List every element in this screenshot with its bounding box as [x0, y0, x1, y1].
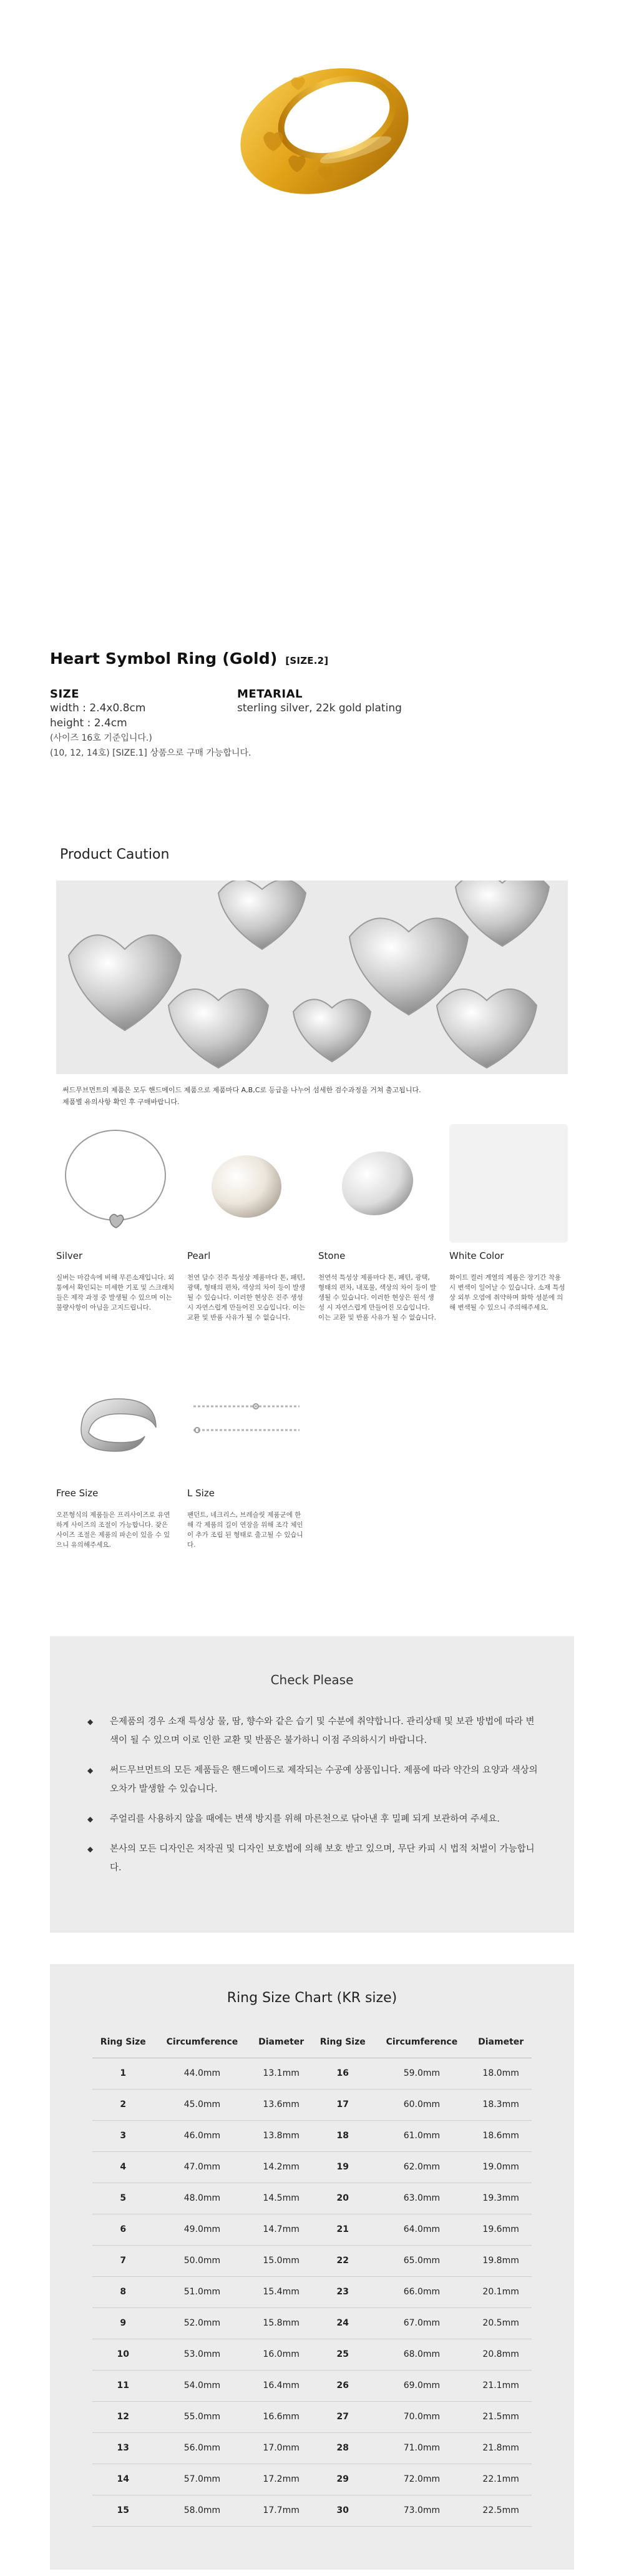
header-diameter: Diameter [250, 2026, 312, 2058]
material-l-size [187, 1361, 306, 1550]
ring-size-cell: 7 [92, 2245, 154, 2276]
size-option-note: (10, 12, 14호) [SIZE.1] 상품으로 구매 가능합니다. [50, 748, 251, 758]
check-please-section [50, 1636, 574, 1933]
ring-size-cell: 2 [92, 2089, 154, 2120]
material-name: Stone [318, 1250, 346, 1261]
necklace-icon [56, 1124, 175, 1243]
table-row [92, 2214, 532, 2245]
diameter-cell: 22.1mm [470, 2464, 532, 2495]
ring-size-cell: 3 [92, 2120, 154, 2151]
circumference-cell: 55.0mm [154, 2401, 251, 2432]
header-circumference: Circumference [374, 2026, 470, 2058]
ring-size-cell: 11 [92, 2370, 154, 2401]
diameter-cell: 18.0mm [470, 2058, 532, 2089]
size-table-header [92, 2026, 532, 2058]
size-tag: [SIZE.2] [285, 655, 329, 666]
table-row [92, 2151, 532, 2183]
material-text: 천연석 특성상 제품마다 톤, 패턴, 광택, 형태의 편차, 내포물, 색상의 차이 등이 발생될 수 있습니다. 이러한 현상은 원석 생성 시 자연스럽게 만들어진 모습입니다. 이는 교환 및 반품 사유가 될 수 없습니다. [318, 1274, 436, 1321]
ring-size-cell: 22 [312, 2245, 374, 2276]
material-name: L Size [187, 1488, 215, 1499]
material-text: 팬던트, 네크리스, 브레슬릿 제품군에 한해 각 제품의 길이 연장을 위해 조각 체인이 추가 조립 된 형태로 출고될 수 있습니다. [187, 1511, 303, 1549]
ring-size-cell: 21 [312, 2214, 374, 2245]
circumference-cell: 53.0mm [154, 2339, 251, 2370]
table-row [92, 2307, 532, 2339]
circumference-cell: 57.0mm [154, 2464, 251, 2495]
pearl-icon [187, 1124, 306, 1243]
diameter-cell: 17.7mm [250, 2495, 312, 2526]
header-ring-size: Ring Size [312, 2026, 374, 2058]
header-ring-size: Ring Size [92, 2026, 154, 2058]
ring-size-cell: 14 [92, 2464, 154, 2495]
ring-size-cell: 10 [92, 2339, 154, 2370]
check-item [87, 1712, 543, 1750]
material-text: 천연 담수 진주 특성상 제품마다 톤, 패턴, 광택, 형태의 편차, 색상의 차이 등이 발생될 수 있습니다. 이러한 현상은 진주 생성 시 자연스럽게 만들어진 모습입니다. 이는 교환 및 반품 사유가 될 수 없습니다. [187, 1274, 306, 1321]
table-row [92, 2464, 532, 2495]
ring-size-cell: 23 [312, 2276, 374, 2307]
gold-ring-icon [231, 37, 412, 200]
ring-size-cell: 5 [92, 2183, 154, 2214]
ring-size-cell: 13 [92, 2432, 154, 2464]
circumference-cell: 67.0mm [374, 2307, 470, 2339]
ring-size-cell: 29 [312, 2464, 374, 2495]
ring-size-cell: 27 [312, 2401, 374, 2432]
circumference-cell: 60.0mm [374, 2089, 470, 2120]
size-table [92, 2026, 532, 2527]
diameter-cell: 18.3mm [470, 2089, 532, 2120]
material-text: 실버는 마감속에 비해 무른소재입니다. 외통에서 확인되는 미세한 기포 및 스크래치들은 제작 과정 중 발생될 수 있으며 이는 불량사항이 아님을 고지드립니다. [56, 1274, 175, 1311]
circumference-cell: 73.0mm [374, 2495, 470, 2526]
ring-size-cell: 15 [92, 2495, 154, 2526]
diameter-cell: 16.4mm [250, 2370, 312, 2401]
diameter-cell: 19.6mm [470, 2214, 532, 2245]
diameter-cell: 17.0mm [250, 2432, 312, 2464]
table-row [92, 2183, 532, 2214]
diameter-cell: 13.1mm [250, 2058, 312, 2089]
ring-size-cell: 30 [312, 2495, 374, 2526]
header-circumference: Circumference [154, 2026, 251, 2058]
check-item [87, 1761, 543, 1799]
diameter-cell: 20.8mm [470, 2339, 532, 2370]
circumference-cell: 48.0mm [154, 2183, 251, 2214]
material-text: 오픈형식의 제품들은 프리사이즈로 유연하게 사이즈의 조절이 가능합니다. 잦은 사이즈 조절은 제품의 파손이 있을 수 있으니 유의해주세요. [56, 1511, 170, 1549]
silver-hearts-photo [56, 881, 568, 1074]
circumference-cell: 72.0mm [374, 2464, 470, 2495]
header-diameter: Diameter [470, 2026, 532, 2058]
ring-size-cell: 20 [312, 2183, 374, 2214]
hero-product-image [0, 0, 624, 600]
open-ring-icon [56, 1361, 175, 1480]
ring-size-cell: 25 [312, 2339, 374, 2370]
ring-size-cell: 9 [92, 2307, 154, 2339]
check-item-text: 은제품의 경우 소재 특성상 물, 땀, 향수와 같은 습기 및 수분에 취약합니다. 관리상태 및 보관 방법에 따라 변색이 될 수 있으며 이로 인한 교환 및 반품은 불가하니 이점 주의하시기 바랍니다. [110, 1717, 535, 1745]
diameter-cell: 21.8mm [470, 2432, 532, 2464]
material-heading: METARIAL [237, 688, 303, 701]
circumference-cell: 44.0mm [154, 2058, 251, 2089]
spec-row [50, 688, 587, 731]
ring-size-cell: 18 [312, 2120, 374, 2151]
material-white-color [449, 1124, 568, 1313]
diamond-bullet-icon: ◆ [87, 1815, 94, 1823]
material-pearl [187, 1124, 306, 1323]
check-item-text: 본사의 모든 디자인은 저작권 및 디자인 보호법에 의해 보호 받고 있으며, 무단 카피 시 법적 처벌이 가능합니다. [110, 1844, 535, 1873]
table-row [92, 2089, 532, 2120]
circumference-cell: 52.0mm [154, 2307, 251, 2339]
diameter-cell: 14.5mm [250, 2183, 312, 2214]
circumference-cell: 68.0mm [374, 2339, 470, 2370]
ring-size-cell: 17 [312, 2089, 374, 2120]
diameter-cell: 16.0mm [250, 2339, 312, 2370]
circumference-cell: 63.0mm [374, 2183, 470, 2214]
check-title: Check Please [270, 1672, 354, 1687]
size-spec [50, 688, 237, 731]
ring-size-cell: 12 [92, 2401, 154, 2432]
diameter-cell: 15.8mm [250, 2307, 312, 2339]
diameter-cell: 19.0mm [470, 2151, 532, 2183]
diameter-cell: 13.6mm [250, 2089, 312, 2120]
caution-desc-line2: 제품별 유의사항 확인 후 구매바랍니다. [62, 1098, 180, 1106]
check-item-text: 써드무브먼트의 모든 제품들은 핸드메이드로 제작되는 수공예 상품입니다. 제품에 따라 약간의 요양과 색상의 오차가 발생할 수 있습니다. [110, 1765, 538, 1794]
diameter-cell: 17.2mm [250, 2464, 312, 2495]
diameter-cell: 14.7mm [250, 2214, 312, 2245]
ring-size-cell: 26 [312, 2370, 374, 2401]
size-chart-title: Ring Size Chart (KR size) [227, 1990, 397, 2006]
diameter-cell: 19.3mm [470, 2183, 532, 2214]
table-row [92, 2245, 532, 2276]
material-free-size [56, 1361, 175, 1550]
product-name: Heart Symbol Ring (Gold) [50, 649, 278, 668]
size-note: (사이즈 16호 기준입니다.) [50, 733, 152, 743]
diamond-bullet-icon: ◆ [87, 1717, 94, 1726]
material-value: sterling silver, 22k gold plating [237, 702, 402, 714]
circumference-cell: 54.0mm [154, 2370, 251, 2401]
diameter-cell: 16.6mm [250, 2401, 312, 2432]
ring-size-cell: 19 [312, 2151, 374, 2183]
material-name: Free Size [56, 1488, 99, 1499]
diameter-cell: 13.8mm [250, 2120, 312, 2151]
diameter-cell: 20.1mm [470, 2276, 532, 2307]
white-swatch-icon [449, 1124, 568, 1243]
diameter-cell: 20.5mm [470, 2307, 532, 2339]
table-row [92, 2401, 532, 2432]
material-stone [318, 1124, 437, 1323]
circumference-cell: 50.0mm [154, 2245, 251, 2276]
diameter-cell: 15.0mm [250, 2245, 312, 2276]
diameter-cell: 21.5mm [470, 2401, 532, 2432]
table-row [92, 2370, 532, 2401]
width-value: width : 2.4x0.8cm [50, 702, 146, 714]
circumference-cell: 66.0mm [374, 2276, 470, 2307]
circumference-cell: 65.0mm [374, 2245, 470, 2276]
ring-size-cell: 1 [92, 2058, 154, 2089]
caution-description [62, 1084, 562, 1108]
material-name: Pearl [187, 1250, 211, 1261]
ring-size-cell: 28 [312, 2432, 374, 2464]
caution-title: Product Caution [60, 847, 170, 862]
check-list [87, 1712, 543, 1877]
ring-size-cell: 4 [92, 2151, 154, 2183]
material-name: Silver [56, 1250, 83, 1261]
diameter-cell: 15.4mm [250, 2276, 312, 2307]
ring-size-cell: 8 [92, 2276, 154, 2307]
table-row [92, 2058, 532, 2089]
size-table-body [92, 2058, 532, 2526]
circumference-cell: 69.0mm [374, 2370, 470, 2401]
stone-icon [318, 1124, 437, 1243]
circumference-cell: 61.0mm [374, 2120, 470, 2151]
material-silver [56, 1124, 175, 1313]
table-row [92, 2495, 532, 2526]
material-spec [237, 688, 424, 731]
table-row [92, 2432, 532, 2464]
circumference-cell: 71.0mm [374, 2432, 470, 2464]
silver-heart-pendants-icon [56, 881, 568, 1074]
product-title [50, 649, 587, 668]
circumference-cell: 59.0mm [374, 2058, 470, 2089]
circumference-cell: 64.0mm [374, 2214, 470, 2245]
ring-size-cell: 16 [312, 2058, 374, 2089]
table-row [92, 2339, 532, 2370]
circumference-cell: 45.0mm [154, 2089, 251, 2120]
diamond-bullet-icon: ◆ [87, 1766, 94, 1775]
ring-size-cell: 24 [312, 2307, 374, 2339]
material-name: White Color [449, 1250, 504, 1261]
check-item-text: 주얼리를 사용하지 않을 때에는 변색 방지를 위해 마른천으로 닦아낸 후 밀폐 되게 보관하여 주세요. [110, 1814, 500, 1824]
check-item [87, 1810, 543, 1828]
circumference-cell: 62.0mm [374, 2151, 470, 2183]
caution-desc-line1: 써드무브먼트의 제품은 모두 핸드메이드 제품으로 제품마다 A,B,C로 등급을 나누어 섬세한 검수과정을 거쳐 출고됩니다. [62, 1086, 421, 1094]
diameter-cell: 18.6mm [470, 2120, 532, 2151]
circumference-cell: 70.0mm [374, 2401, 470, 2432]
material-text: 화이트 컬러 계열의 제품은 장기간 착용 시 변색이 일어날 수 있습니다. 소재 특성상 외부 오염에 취약하며 화학 성분에 의해 변색될 수 있으니 주의해주세요. [449, 1274, 565, 1311]
table-row [92, 2120, 532, 2151]
chain-icon [187, 1361, 306, 1480]
check-item [87, 1840, 543, 1877]
size-heading: SIZE [50, 688, 80, 701]
circumference-cell: 46.0mm [154, 2120, 251, 2151]
circumference-cell: 47.0mm [154, 2151, 251, 2183]
table-row [92, 2276, 532, 2307]
circumference-cell: 56.0mm [154, 2432, 251, 2464]
circumference-cell: 58.0mm [154, 2495, 251, 2526]
diameter-cell: 22.5mm [470, 2495, 532, 2526]
product-info [50, 649, 587, 761]
circumference-cell: 49.0mm [154, 2214, 251, 2245]
diameter-cell: 19.8mm [470, 2245, 532, 2276]
height-value: height : 2.4cm [50, 717, 127, 729]
ring-size-cell: 6 [92, 2214, 154, 2245]
circumference-cell: 51.0mm [154, 2276, 251, 2307]
diameter-cell: 21.1mm [470, 2370, 532, 2401]
diameter-cell: 14.2mm [250, 2151, 312, 2183]
ring-size-chart [50, 1964, 574, 2570]
diamond-bullet-icon: ◆ [87, 1845, 94, 1853]
